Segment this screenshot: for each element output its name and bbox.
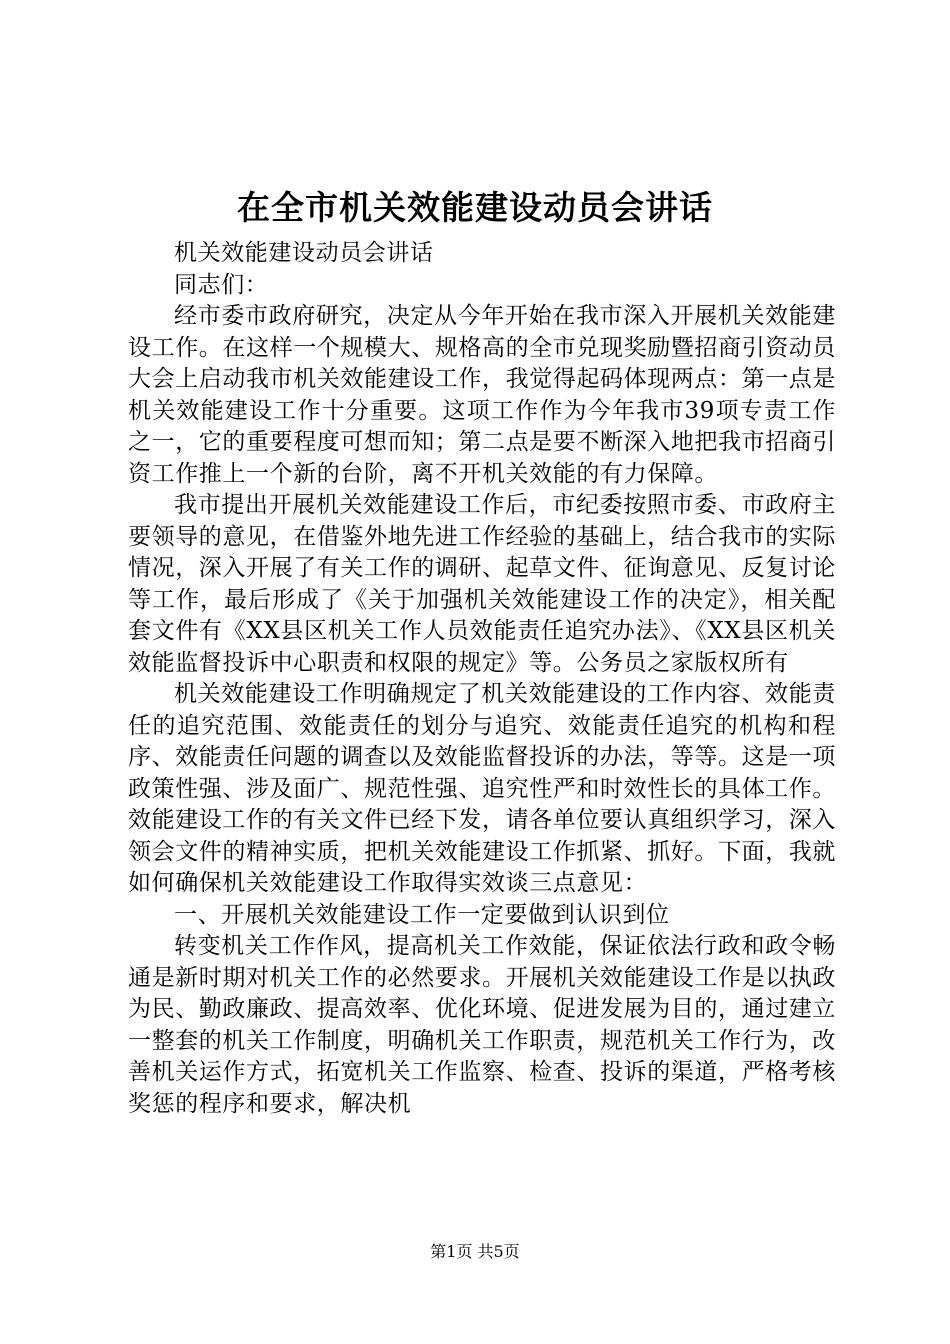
- paragraph: 经市委市政府研究，决定从今年开始在我市深入开展机关效能建设工作。在这样一个规模大、规格高的全市兑现奖励暨招商引资动员大会上启动我市机关效能建设工作，我觉得起码体现两点：第一点是机关效能建设工作十分重要。这项工作作为今年我市39项专责工作之一，它的重要程度可想而知；第二点是要不断深入地把我市招商引资工作推上一个新的台阶，离不开机关效能的有力保障。: [128, 303, 836, 487]
- paragraph: 机关效能建设工作明确规定了机关效能建设的工作内容、效能责任的追究范围、效能责任的划分与追究、效能责任追究的机构和程序、效能责任问题的调查以及效能监督投诉的办法，等等。这是一项政策性强、涉及面广、规范性强、追究性严和时效性长的具体工作。效能建设工作的有关文件已经下发，请各单位要认真组织学习，深入领会文件的精神实质，把机关效能建设工作抓紧、抓好。下面，我就如何确保机关效能建设工作取得实效谈三点意见：: [128, 681, 836, 896]
- paragraph: 我市提出开展机关效能建设工作后，市纪委按照市委、市政府主要领导的意见，在借鉴外地先进工作经验的基础上，结合我市的实际情况，深入开展了有关工作的调研、起草文件、征询意见、反复讨论等工作，最后形成了《关于加强机关效能建设工作的决定》，相关配套文件有《XX县区机关工作人员效能责任追究办法》、《XX县区机关效能监督投诉中心职责和权限的规定》等。公务员之家版权所有: [128, 492, 836, 676]
- document-body: [128, 238, 836, 1120]
- page-number-footer: 第1页 共5页: [430, 1242, 520, 1261]
- section-heading: 一、开展机关效能建设工作一定要做到认识到位: [174, 901, 670, 928]
- paragraph-subtitle: 机关效能建设动员会讲话: [174, 240, 434, 266]
- paragraph-salutation: 同志们：: [174, 271, 269, 298]
- paragraph: 转变机关工作作风，提高机关工作效能，保证依法行政和政令畅通是新时期对机关工作的必然要求。开展机关效能建设工作是以执政为民、勤政廉政、提高效率、优化环境、促进发展为目的，通过建立一整套的机关工作制度，明确机关工作职责，规范机关工作行为，改善机关运作方式，拓宽机关工作监察、检查、投诉的渠道，严格考核奖惩的程序和要求，解决机: [128, 933, 836, 1117]
- document-title: 在全市机关效能建设动员会讲话: [237, 188, 713, 227]
